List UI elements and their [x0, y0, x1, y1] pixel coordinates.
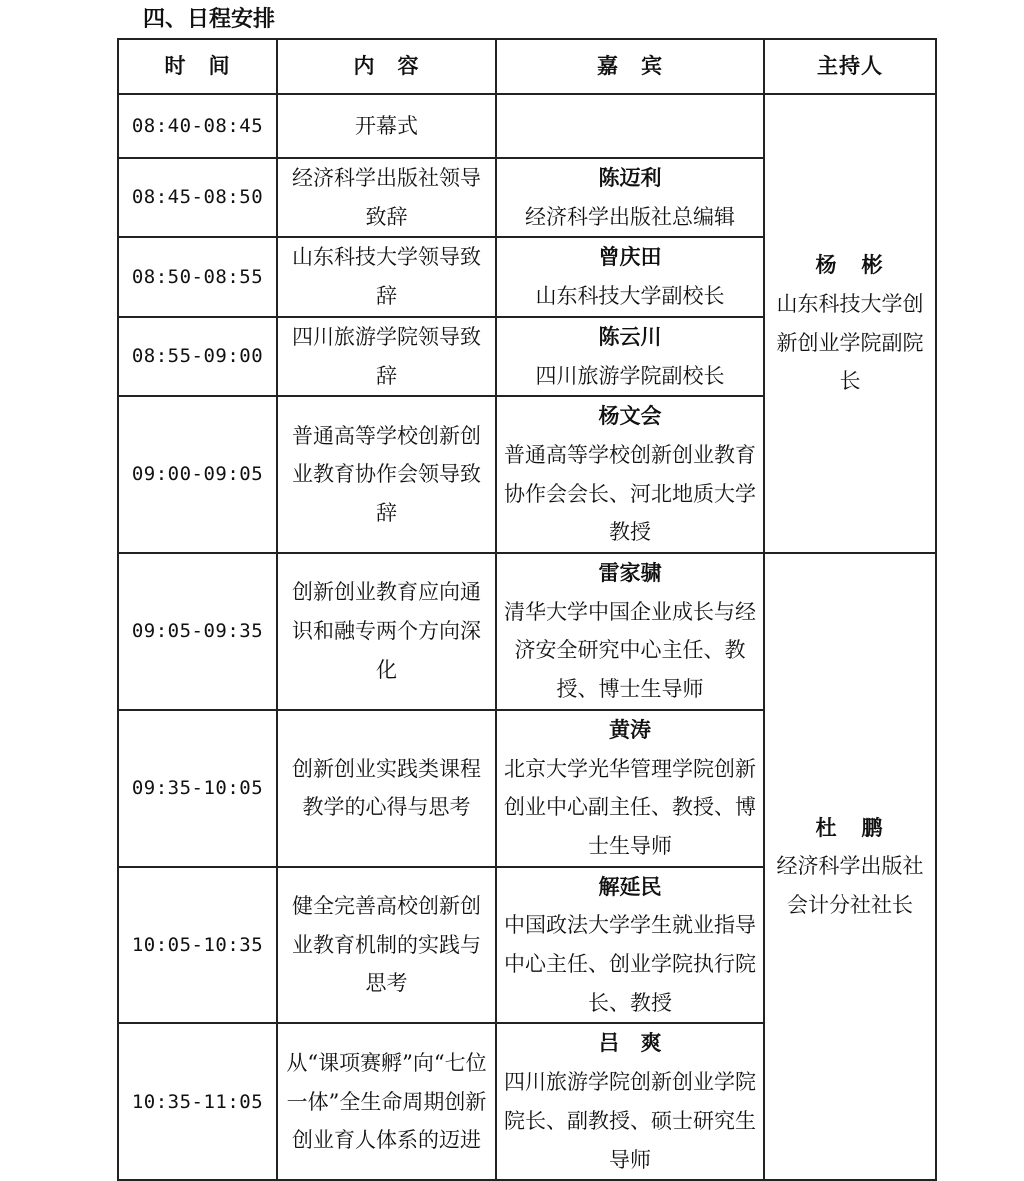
header-content: 内 容	[277, 39, 496, 94]
table-header-row	[118, 39, 936, 94]
table-row	[118, 94, 936, 158]
host-name: 杜 鹏	[815, 815, 885, 840]
guest-title: 中国政法大学学生就业指导中心主任、创业学院执行院长、教授	[504, 913, 756, 1015]
row-content	[277, 158, 496, 237]
row-guest	[496, 237, 764, 316]
header-guest: 嘉 宾	[496, 39, 764, 94]
row-guest	[496, 317, 764, 396]
guest-title: 经济科学出版社总编辑	[525, 204, 735, 229]
guest-name: 吕 爽	[598, 1031, 662, 1056]
row-content-text: 创新创业实践类课程教学的心得与思考	[292, 756, 481, 820]
host-cell	[764, 94, 936, 553]
row-time: 08:50-08:55	[118, 237, 277, 316]
row-guest	[496, 553, 764, 710]
row-content	[277, 710, 496, 867]
host-title: 经济科学出版社会计分社社长	[776, 854, 924, 917]
row-content	[277, 94, 496, 158]
row-guest	[496, 867, 764, 1024]
row-content-text: 经济科学出版社领导致辞	[292, 166, 481, 229]
row-content-text: 健全完善高校创新创业教育机制的实践与思考	[292, 894, 481, 996]
guest-name: 黄涛	[609, 717, 651, 742]
row-content	[277, 237, 496, 316]
row-guest	[496, 1023, 764, 1180]
row-content	[277, 867, 496, 1024]
row-time: 09:00-09:05	[118, 396, 277, 553]
row-guest	[496, 94, 764, 158]
guest-title: 普通高等学校创新创业教育协作会会长、河北地质大学教授	[504, 442, 756, 545]
row-content-text: 创新创业教育应向通识和融专两个方向深化	[292, 580, 481, 682]
header-time: 时 间	[118, 39, 277, 94]
row-time: 10:05-10:35	[118, 867, 277, 1024]
row-time: 08:55-09:00	[118, 317, 277, 396]
row-guest	[496, 396, 764, 553]
guest-name: 解延民	[598, 874, 662, 899]
guest-name: 陈迈利	[598, 166, 662, 190]
guest-title: 四川旅游学院副校长	[535, 363, 725, 388]
section-title: 四、日程安排	[143, 7, 276, 32]
schedule-table	[117, 38, 937, 1181]
row-content-text: 四川旅游学院领导致辞	[292, 324, 481, 388]
table-row	[118, 553, 936, 710]
host-name: 杨 彬	[815, 253, 885, 278]
header-host: 主持人	[764, 39, 936, 94]
guest-title: 北京大学光华管理学院创新创业中心副主任、教授、博士生导师	[504, 756, 756, 858]
guest-name: 曾庆田	[598, 245, 662, 270]
row-content	[277, 1023, 496, 1180]
host-title: 山东科技大学创新创业学院副院长	[776, 291, 924, 394]
row-time: 08:40-08:45	[118, 94, 277, 158]
guest-name: 雷家骕	[598, 561, 662, 586]
row-content-text: 开幕式	[355, 113, 418, 138]
row-time: 09:05-09:35	[118, 553, 277, 710]
row-content	[277, 396, 496, 553]
row-content	[277, 317, 496, 396]
guest-title: 山东科技大学副校长	[535, 284, 725, 309]
guest-title: 清华大学中国企业成长与经济安全研究中心主任、教授、博士生导师	[504, 599, 756, 702]
guest-name: 杨文会	[598, 404, 662, 429]
row-content-text: 普通高等学校创新创业教育协作会领导致辞	[292, 423, 481, 525]
guest-title: 四川旅游学院创新创业学院院长、副教授、硕士研究生导师	[504, 1070, 756, 1172]
row-content	[277, 553, 496, 710]
row-time: 08:45-08:50	[118, 158, 277, 237]
row-content-text: 从“课项赛孵”向“七位一体”全生命周期创新创业育人体系的迈进	[286, 1050, 487, 1153]
host-cell	[764, 553, 936, 1180]
row-time: 09:35-10:05	[118, 710, 277, 867]
row-guest	[496, 710, 764, 867]
row-content-text: 山东科技大学领导致辞	[292, 245, 481, 309]
row-time: 10:35-11:05	[118, 1023, 277, 1180]
guest-name: 陈云川	[598, 324, 662, 349]
row-guest	[496, 158, 764, 237]
